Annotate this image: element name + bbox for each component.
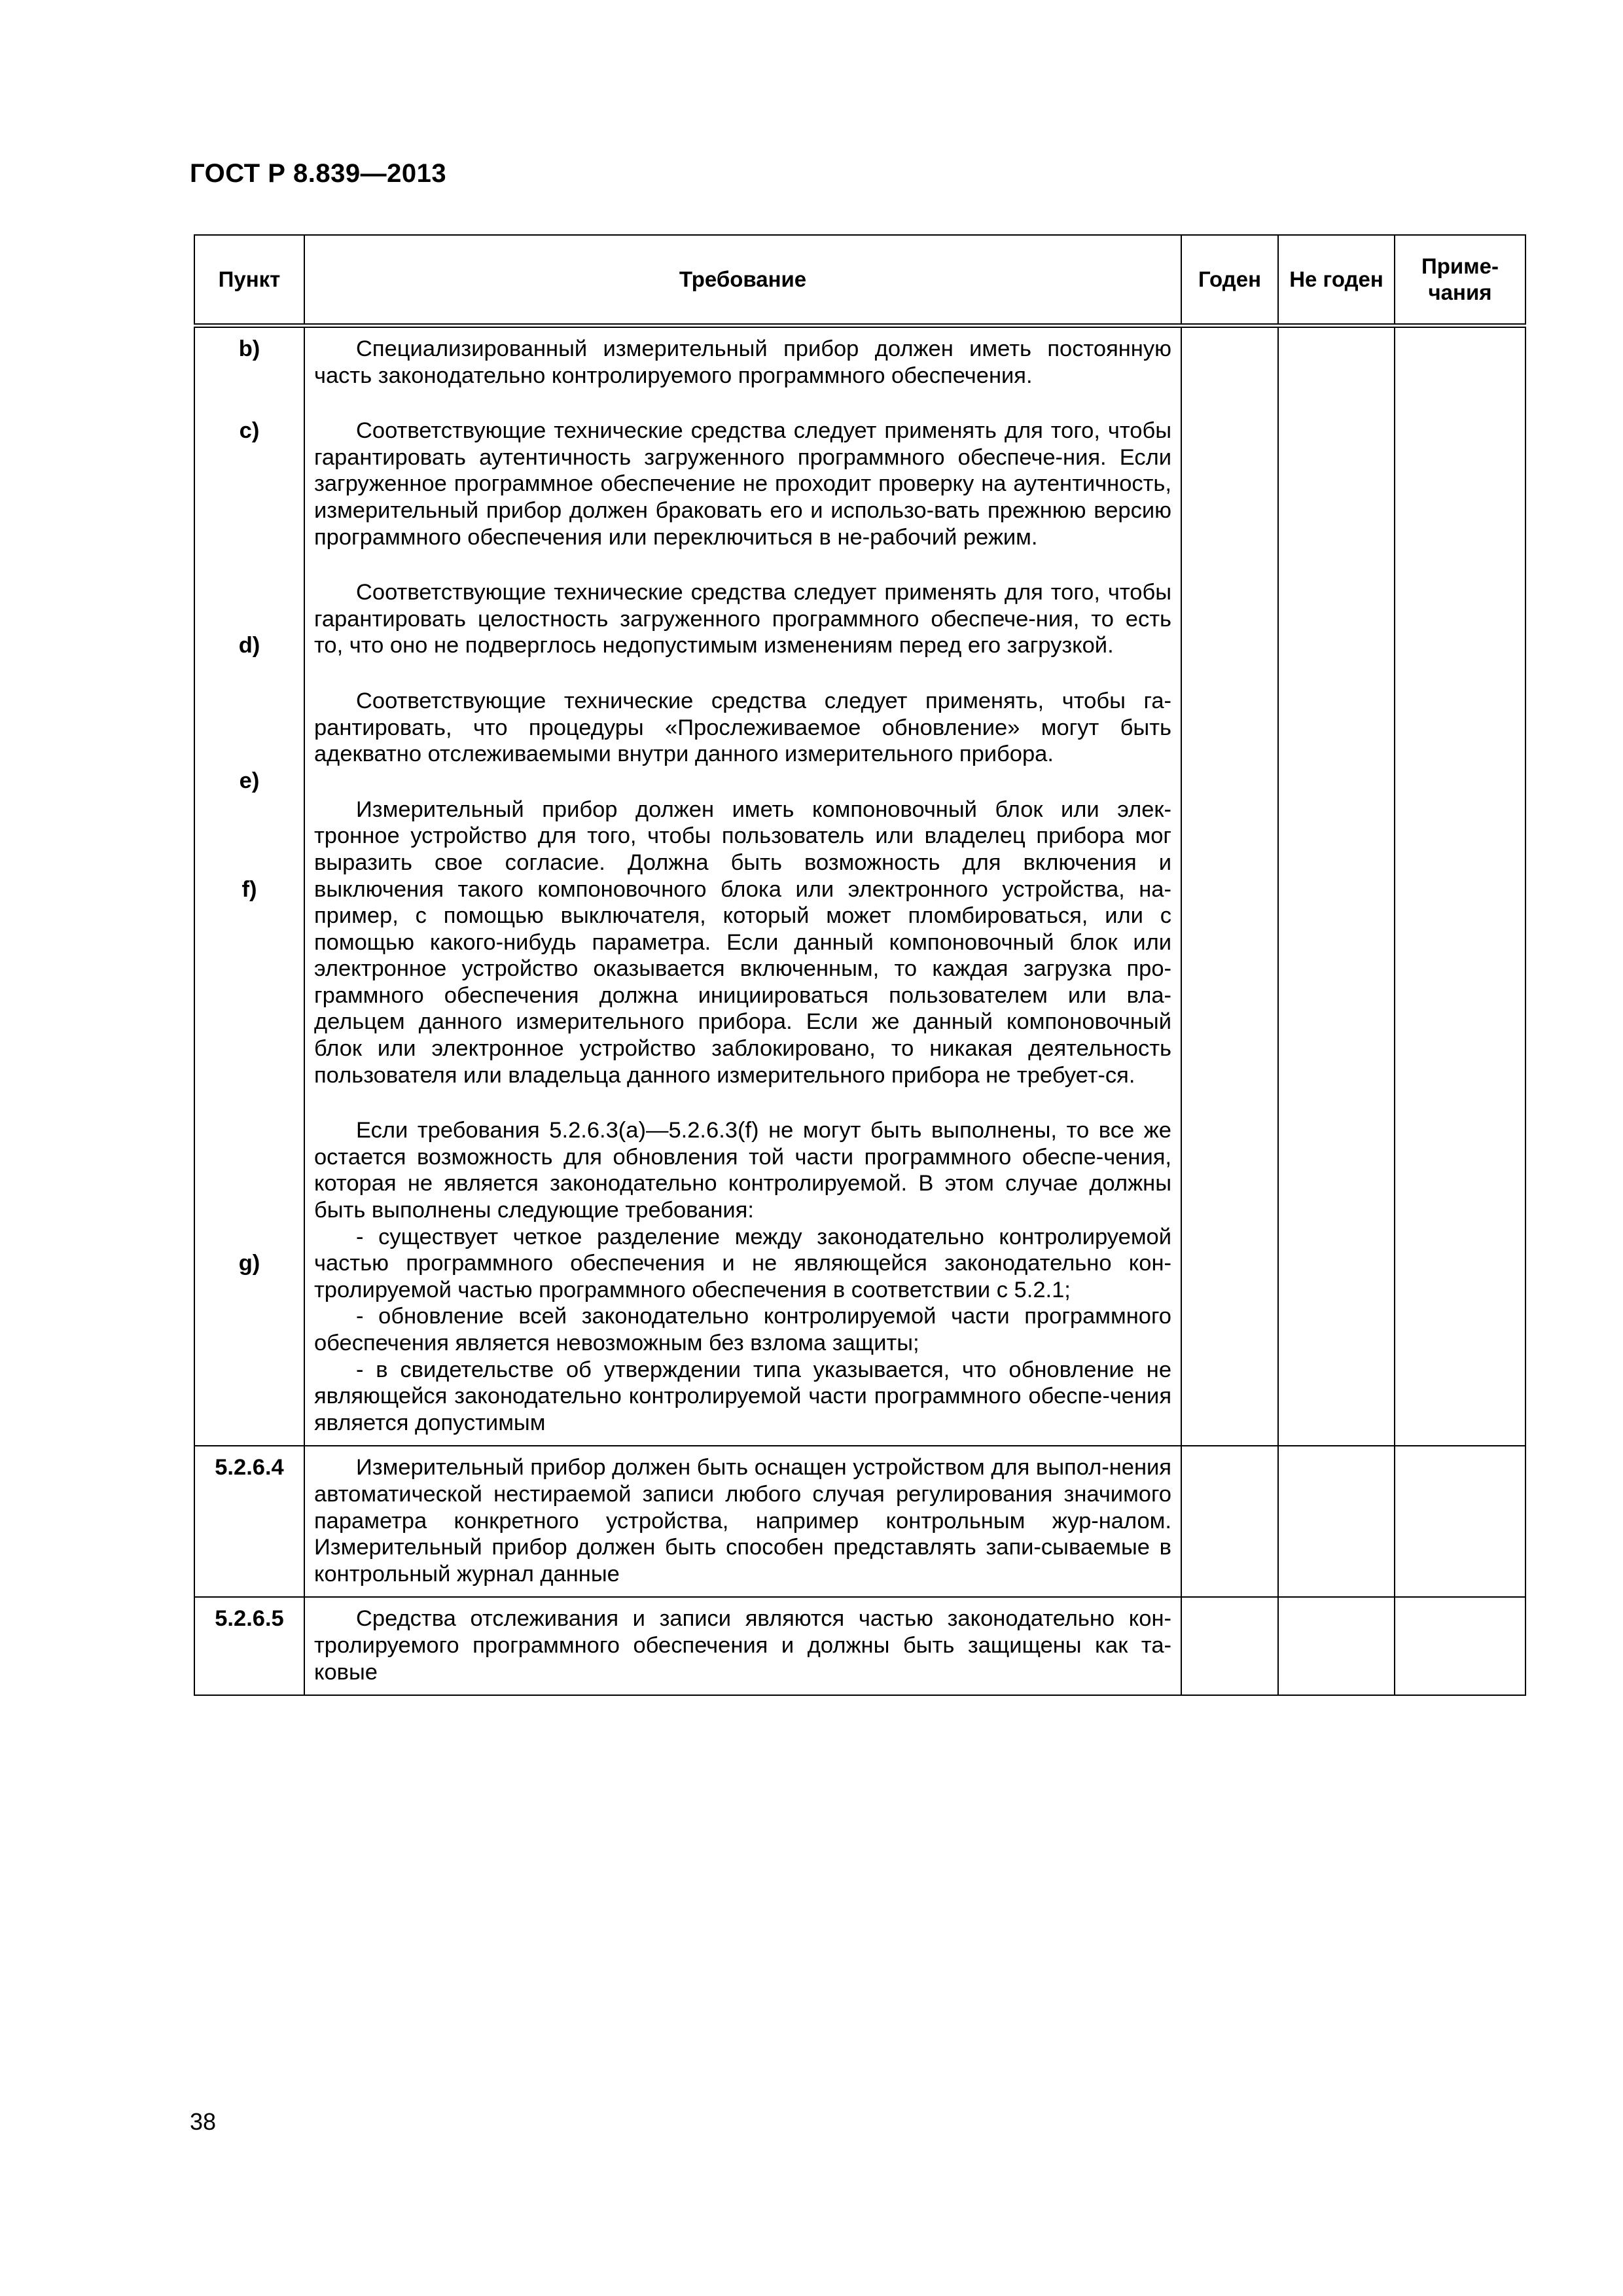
table-row-group-1 — [194, 326, 1525, 1446]
fit-cell[interactable] — [1181, 1446, 1278, 1597]
requirement-text: Соответствующие технические средства следует применять для того, чтобы гарантировать целостность загруженного программного обеспече-ния, то есть то, что оно не подверглось недопустимым изменениям перед его загрузкой. — [314, 580, 1171, 658]
notes-cell[interactable] — [1395, 1597, 1525, 1695]
requirement-text: Измерительный прибор должен быть оснащен устройством для выпол-нения автоматической нестираемой записи любого случая регулирования значимого параметра конкретного устройства, например контрольным жур-налом. Измерительный прибор должен быть способен представлять запи-сываемые в контрольный журнал данные — [314, 1455, 1171, 1587]
requirement-text: Соответствующие технические средства следует применять для того, чтобы гарантировать аутентичность загруженного программного обеспече-ния. Если загруженное программное обеспечение не проходит проверку на аутентичность, измерительный прибор должен браковать его и использо-вать прежнюю версию программного обеспечения или переключиться в не-рабочий режим. — [314, 418, 1171, 550]
point-label: e) — [239, 768, 260, 793]
table-row — [194, 1446, 1525, 1597]
requirement-bullet: - в свидетельстве об утверждении типа указывается, что обновление не являющейся законодательно контролируемой части программного обеспе-чения является допустимым — [314, 1357, 1171, 1435]
col-header-point: Пункт — [194, 235, 304, 326]
requirement-cell — [304, 326, 1181, 1446]
requirement-bullet: - обновление всей законодательно контролируемой части программного обеспечения является невозможным без взлома защиты; — [314, 1304, 1171, 1355]
point-cell — [194, 1597, 304, 1695]
point-label: f) — [241, 876, 257, 902]
document-header: ГОСТ Р 8.839—2013 — [190, 159, 447, 188]
requirement-cell — [304, 1597, 1181, 1695]
point-label: b) — [238, 336, 260, 361]
requirement-text: Если требования 5.2.6.3(a)—5.2.6.3(f) не могут быть выполнены, то все же остается возможность для обновления той части программного обеспе-чения, которая не является законодательно контролируемой. В этом случае должны быть выполнены следующие требования: — [314, 1118, 1171, 1223]
not-fit-cell[interactable] — [1278, 1597, 1395, 1695]
col-header-not-fit: Не годен — [1278, 235, 1395, 326]
page-number: 38 — [190, 2108, 217, 2135]
point-label: g) — [238, 1251, 260, 1276]
point-cell — [194, 1446, 304, 1597]
point-label: 5.2.6.5 — [215, 1606, 284, 1632]
not-fit-cell[interactable] — [1278, 326, 1395, 1446]
col-header-requirement: Требование — [304, 235, 1181, 326]
point-cell — [194, 326, 304, 1446]
point-label: c) — [239, 418, 260, 444]
col-header-notes: Приме- чания — [1395, 235, 1525, 326]
requirement-text: Измерительный прибор должен иметь компоновочный блок или элек-тронное устройство для того, чтобы пользователь или владелец прибора мог выразить свое согласие. Должна быть возможность для включения и выключения такого компоновочного блока или электронного устройства, на-пример, с помощью выключателя, который может пломбироваться, или с помощью какого-нибудь параметра. Если данный компоновочный блок или электронное устройство оказывается включенным, то каждая загрузка про-граммного обеспечения должна инициироваться пользователем или вла-дельцем данного измерительного прибора. Если же данный компоновочный блок или электронное устройство заблокировано, то никакая деятельность пользователя или владельца данного измерительного прибора не требует-ся. — [314, 797, 1171, 1088]
notes-cell[interactable] — [1395, 326, 1525, 1446]
fit-cell[interactable] — [1181, 1597, 1278, 1695]
requirement-text: Специализированный измерительный прибор должен иметь постоянную часть законодательно контролируемого программного обеспечения. — [314, 336, 1171, 388]
point-label: 5.2.6.4 — [215, 1455, 284, 1480]
requirement-cell — [304, 1446, 1181, 1597]
requirement-bullet: - существует четкое разделение между законодательно контролируемой частью программного обеспечения и не являющейся законодательно кон-тролируемой частью программного обеспечения в соответствии с 5.2.1; — [314, 1224, 1171, 1302]
table-row — [194, 1597, 1525, 1695]
requirements-table — [194, 234, 1526, 1696]
point-label: d) — [238, 633, 260, 658]
not-fit-cell[interactable] — [1278, 1446, 1395, 1597]
requirement-text: Средства отслеживания и записи являются частью законодательно кон-тролируемого программного обеспечения и должны быть защищены как та-ковые — [314, 1606, 1171, 1685]
fit-cell[interactable] — [1181, 326, 1278, 1446]
requirement-text: Соответствующие технические средства следует применять, чтобы га-рантировать, что процедуры «Прослеживаемое обновление» могут быть адекватно отслеживаемыми внутри данного измерительного прибора. — [314, 688, 1171, 767]
table-header-row — [194, 235, 1525, 326]
col-header-fit: Годен — [1181, 235, 1278, 326]
notes-cell[interactable] — [1395, 1446, 1525, 1597]
